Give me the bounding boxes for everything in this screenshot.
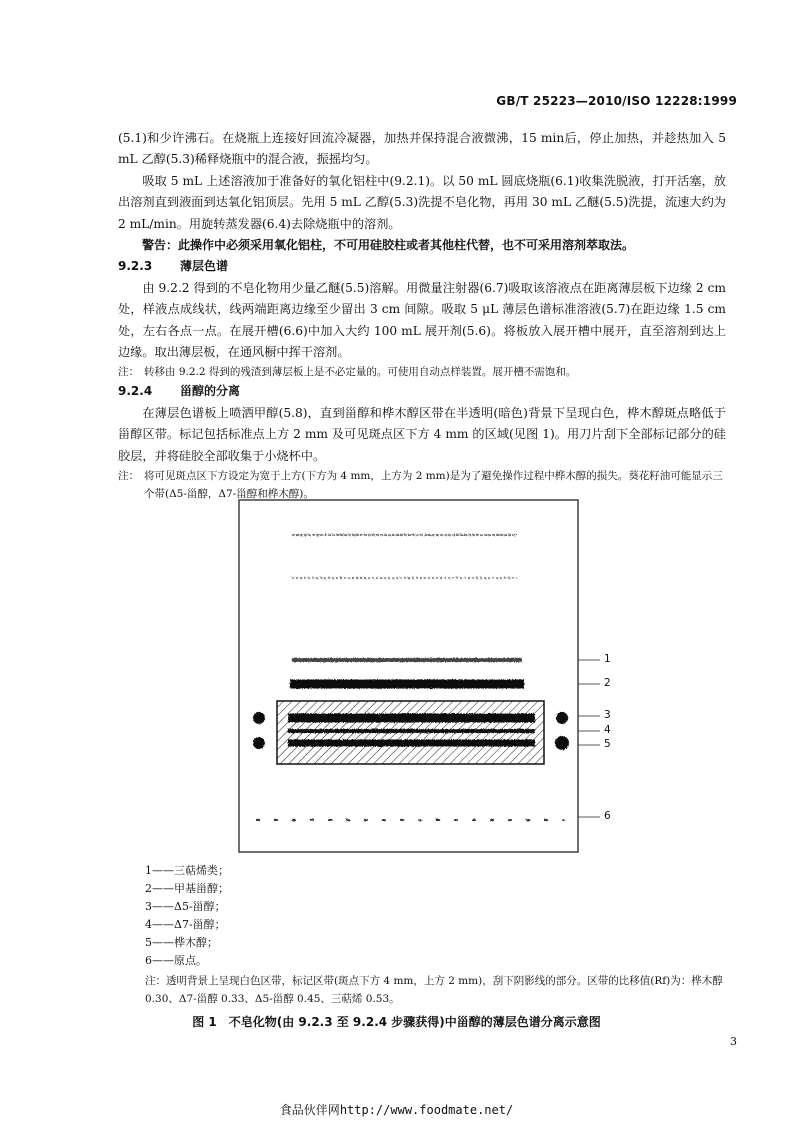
footer-site-name: 食品伙伴网 [279, 1103, 340, 1117]
page-number: 3 [730, 1035, 737, 1048]
standard-number-header: GB/T 25223—2010/ISO 12228:1999 [496, 94, 737, 108]
hatched-scrape-zone [277, 701, 544, 764]
callout-label-2: 2 [604, 677, 611, 689]
section-heading-9-2-3 [118, 256, 726, 277]
body-text [118, 128, 726, 503]
warning-text: 警告：此操作中必须采用氧化铝柱，不可用硅胶柱或者其他柱代替，也不可采用溶剂萃取法。 [142, 238, 635, 253]
callout-label-6: 6 [604, 810, 611, 822]
callout-label-5: 5 [604, 738, 611, 750]
legend-item: 6——原点。 [145, 954, 207, 967]
figure-legend [145, 862, 229, 970]
figure-caption: 图 1 不皂化物(由 9.2.3 至 9.2.4 步骤获得)中甾醇的薄层色谱分离示意图 [192, 1015, 601, 1029]
plate-outline [239, 500, 578, 852]
section-heading-9-2-4 [118, 381, 726, 402]
standard-spot-right-upper [556, 712, 568, 724]
note-text: 转移由 9.2.2 得到的残渣到薄层板上是不必定量的。可使用自动点样装置。展开槽不需饱和。 [144, 366, 577, 379]
callout-label-3: 3 [604, 709, 611, 721]
section-number: 9.2.3 [118, 259, 153, 274]
note-text: 透明背景上呈现白色区带，标记区带(斑点下方 4 mm，上方 2 mm)，刮下阴影线的部分。区带的比移值(Rf)为：桦木醇 0.30、Δ7-甾醇 0.33、Δ5-甾醇 0.45、三萜烯 0.53。 [145, 975, 723, 1005]
note-1 [118, 363, 726, 381]
section-number: 9.2.4 [118, 384, 153, 399]
legend-item: 2——甲基甾醇； [145, 882, 229, 895]
paragraph-3: 由 9.2.2 得到的不皂化物用少量乙醚(5.5)溶解。用微量注射器(6.7)吸取该溶液点在距离薄层板下边缘 2 cm 处，样液点成线状，线两端距离边缘至少留出 3 cm 间隙。吸取 5 μL 薄层色谱标准溶液(5.7)在距边缘 1.5 cm 处，左右各点一点。在展开槽(6.6)中加入大约 100 mL 展开剂(5.6)。将板放入展开槽中展开，直至溶剂到达上边缘。取出薄层板，在通风橱中挥干溶剂。 [118, 280, 726, 360]
footer-watermark [0, 1101, 793, 1118]
standard-spot-left-lower [253, 737, 265, 749]
legend-item: 1——三萜烯类； [145, 864, 229, 877]
paragraph-2: 吸取 5 mL 上述溶液加于准备好的氧化铝柱中(9.2.1)。以 50 mL 圆底烧瓶(6.1)收集洗脱液，打开活塞，放出溶剂直到液面到达氧化铝顶层。先用 5 mL 乙醇(5.3)洗提不皂化物，再用 30 mL 乙醚(5.5)洗提，流速大约为 2 mL/min。用旋转蒸发器(6.4)去除烧瓶中的溶剂。 [118, 173, 726, 231]
note-2 [118, 467, 726, 503]
callout-label-1: 1 [604, 653, 611, 665]
legend-item: 5——桦木醇； [145, 936, 218, 949]
section-title: 薄层色谱 [180, 259, 229, 274]
note-label: 注： [118, 366, 139, 379]
callout-label-4: 4 [604, 724, 611, 736]
legend-item: 4——Δ7-甾醇； [145, 918, 226, 931]
figure-note [145, 972, 757, 1008]
standard-spot-left-upper [253, 712, 265, 724]
note-label: 注： [118, 470, 139, 483]
note-label: 注： [145, 975, 166, 987]
paragraph-4: 在薄层色谱板上喷洒甲醇(5.8)，直到甾醇和桦木醇区带在半透明(暗色)背景下呈现白色，桦木醇斑点略低于甾醇区带。标记包括标准点上方 2 mm 及可见斑点区下方 4 mm 的区域(见图 1)。用刀片刮下全部标记部分的硅胶层，并将硅胶全部收集于小烧杯中。 [118, 405, 726, 463]
footer-url-link[interactable]: http://www.foodmate.net/ [339, 1103, 514, 1117]
paragraph-1: (5.1)和少许沸石。在烧瓶上连接好回流冷凝器，加热并保持混合液微沸，15 min后，停止加热，并趁热加入 5 mL 乙醇(5.3)稀释烧瓶中的混合液，振摇均匀。 [118, 131, 726, 167]
standard-spot-right-lower [555, 736, 569, 750]
legend-item: 3——Δ5-甾醇； [145, 900, 226, 913]
section-title: 甾醇的分离 [180, 384, 241, 399]
note-text: 将可见斑点区下方设定为宽于上方(下方为 4 mm，上方为 2 mm)是为了避免操作过程中桦木醇的损失。葵花籽油可能显示三个带(Δ5-甾醇，Δ7-甾醇和桦木醇)。 [144, 470, 723, 501]
